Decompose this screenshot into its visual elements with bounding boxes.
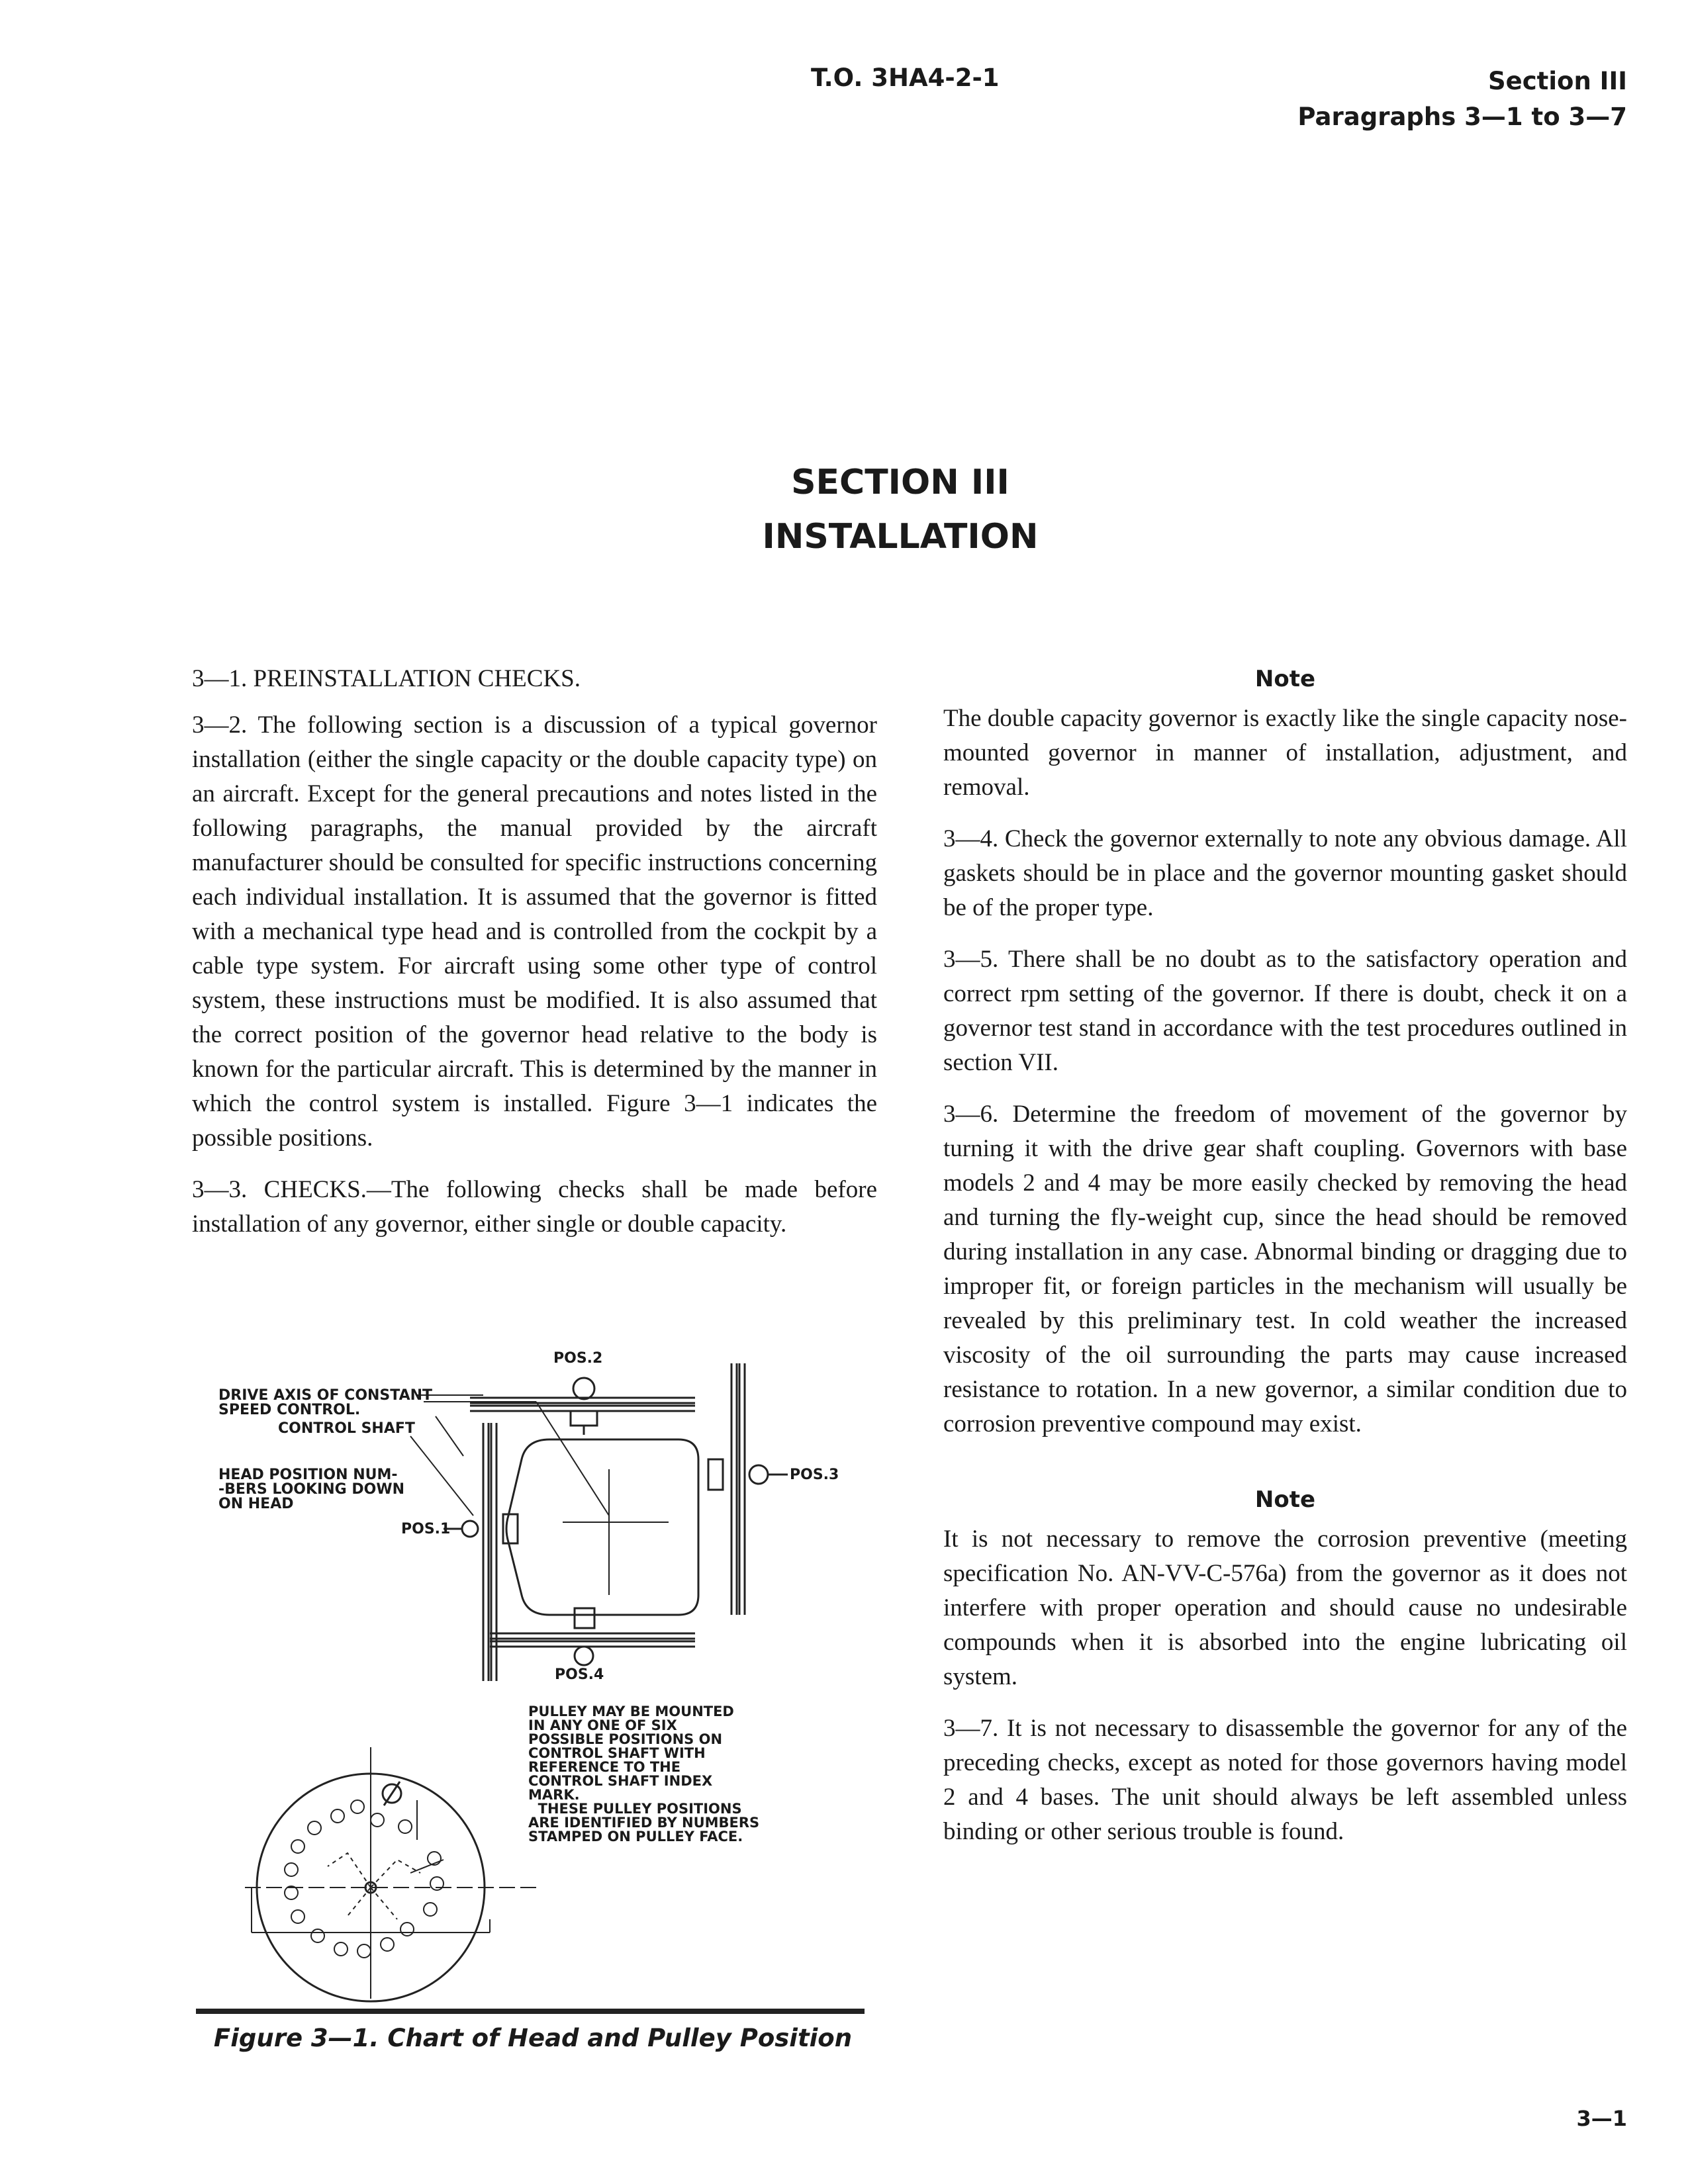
page-number: 3—1	[1576, 2106, 1627, 2131]
figure-caption: Figure 3—1. Chart of Head and Pulley Position	[213, 2024, 853, 2052]
page-title	[0, 455, 1688, 564]
section-label: Section III	[1488, 67, 1627, 95]
section-header	[1297, 64, 1627, 135]
left-column	[192, 662, 877, 1259]
paragraph-3-7: 3—7. It is not necessary to disassemble the governor for any of the preceding checks, except as noted for those governors having model 2 and 4 bases. The unit should always be left assembled unless binding or other serious trouble is found.	[943, 1715, 1627, 1845]
paragraph-3-6: 3—6. Determine the freedom of movement of the governor by turning it with the drive gear shaft coupling. Governors with base models 2 and 4 may be more easily checked by removing the head and turning the fly-weight cup, since the head should be removed during installation in any case. Abnormal binding or dragging due to improper fit, or foreign particles in the mechanism will usually be revealed by this preliminary test. In cold weather the increased viscosity of the oil surrounding the parts may cause increased resistance to rotation. In a new governor, a similar condition due to corrosion preventive compound may exist.	[943, 1101, 1627, 1437]
label-pos4: POS.4	[555, 1666, 604, 1683]
note-heading-2: Note	[1254, 1486, 1316, 1513]
right-column	[943, 662, 1627, 1866]
label-pulley-note: PULLEY MAY BE MOUNTED IN ANY ONE OF SIX POSSIBLE POSITIONS ON CONTROL SHAFT WITH REFERENCE TO THE CONTROL SHAFT INDEX MARK. THESE PULLEY POSITIONS ARE IDENTIFIED BY NUMBERS STAMPED ON PULLEY FACE.	[528, 1704, 760, 1844]
figure-caption-rule	[196, 2009, 865, 2014]
title-installation: INSTALLATION	[762, 517, 1039, 557]
note-heading-1: Note	[1254, 666, 1316, 692]
document-number: T.O. 3HA4-2-1	[811, 64, 1000, 92]
note-text-2: It is not necessary to remove the corrosion preventive (meeting specification No. AN-VV-C-576a) from the governor as it does not interfere with proper operation and should cause no undesirable compounds when it is absorbed into the engine lubricating oil system.	[943, 1525, 1627, 1690]
paragraph-3-3: 3—3. CHECKS.—The following checks shall be made before installation of any governor, either single or double capacity.	[192, 1176, 877, 1238]
figure-3-1	[192, 1337, 874, 2032]
paragraph-3-5: 3—5. There shall be no doubt as to the satisfactory operation and correct rpm setting of the governor. If there is doubt, check it on a governor test stand in accordance with the test procedures outlined in section VII.	[943, 946, 1627, 1076]
label-pos1: POS.1	[401, 1521, 451, 1537]
label-pos3: POS.3	[790, 1467, 839, 1483]
label-drive-axis: DRIVE AXIS OF CONSTANT SPEED CONTROL.	[218, 1387, 433, 1418]
label-pos2: POS.2	[553, 1350, 603, 1367]
paragraph-3-2: 3—2. The following section is a discussion of a typical governor installation (either the single capacity or the double capacity type) on an aircraft. Except for the general precautions and notes listed in the following paragraphs, the manual provided by the aircraft manufacturer should be consulted for specific instructions concerning each individual installation. It is assumed that the governor is fitted with a mechanical type head and is controlled from the cockpit by a cable type system. For aircraft using some other type of control system, these instructions must be modified. It is also assumed that the correct position of the governor head relative to the body is known for the particular aircraft. This is determined by the manner in which the control system is installed. Figure 3—1 indicates the possible positions.	[192, 711, 877, 1152]
note-text-1: The double capacity governor is exactly like the single capacity nose-mounted governor in manner of installation, adjustment, and removal.	[943, 705, 1627, 801]
paragraph-3-1: 3—1. PREINSTALLATION CHECKS.	[192, 665, 581, 692]
label-head-position: HEAD POSITION NUM- -BERS LOOKING DOWN ON HEAD	[218, 1467, 405, 1512]
paragraph-range: Paragraphs 3—1 to 3—7	[1297, 103, 1627, 131]
label-control-shaft: CONTROL SHAFT	[278, 1420, 415, 1437]
head-pulley-diagram	[192, 1337, 874, 2005]
paragraph-3-4: 3—4. Check the governor externally to note any obvious damage. All gaskets should be in place and the governor mounting gasket should be of the proper type.	[943, 825, 1627, 921]
title-section: SECTION III	[791, 463, 1009, 502]
